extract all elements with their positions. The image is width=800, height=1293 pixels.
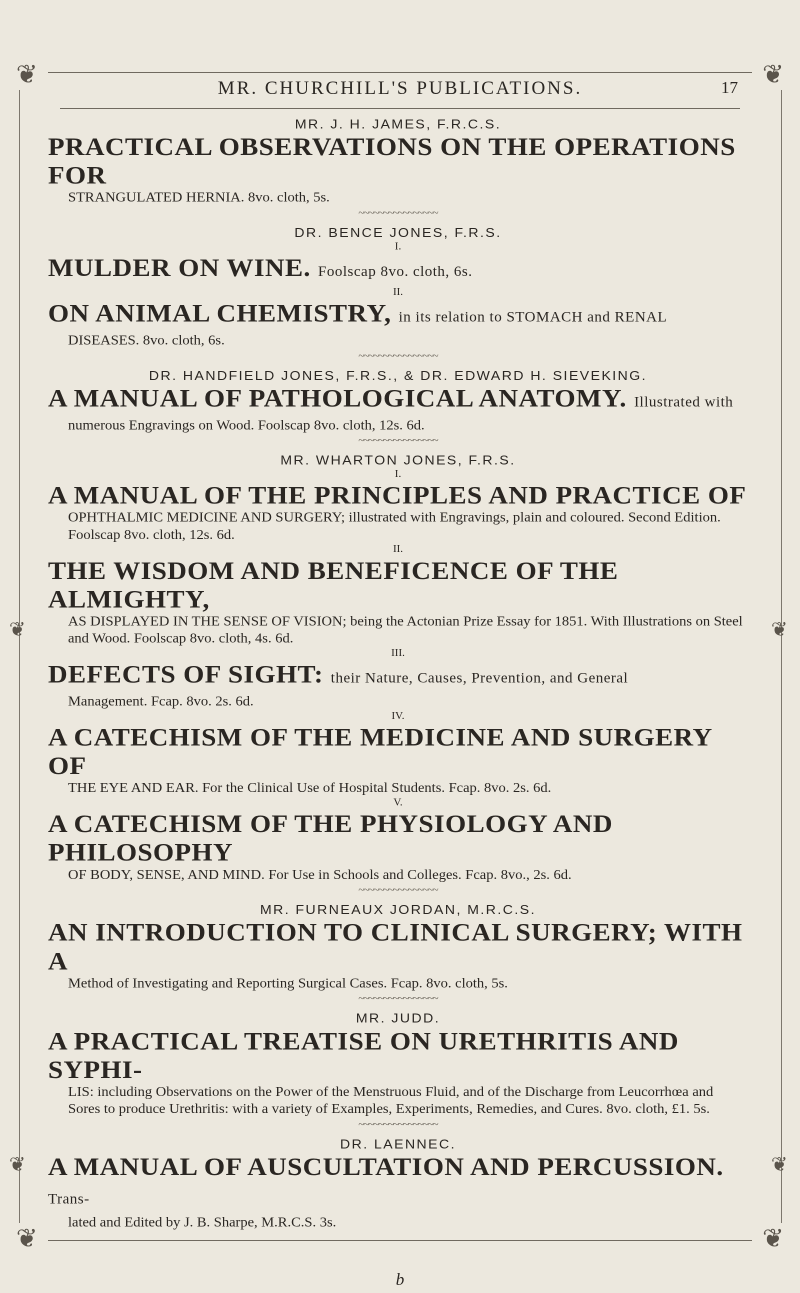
entry-title-continuation: Trans- <box>48 1192 90 1208</box>
entry-numeral: III. <box>391 647 405 659</box>
entry-title: A CATECHISM OF THE MEDICINE AND SURGERY OF <box>48 722 712 780</box>
floral-ornament-icon: ❦ <box>771 1154 788 1176</box>
entry-title: A PRACTICAL TREATISE ON URETHRITIS AND SYPHI- <box>48 1026 679 1084</box>
author-section <box>48 1009 748 1131</box>
publication-entry <box>48 544 748 648</box>
entry-description: OPHTHALMIC MEDICINE AND SURGERY; illustrated with Engravings, plain and coloured. Second Edition. Foolscap 8vo. cloth, 12s. 6d. <box>68 510 721 543</box>
entry-title-line <box>48 132 748 189</box>
corner-ornament-icon: ❦ <box>16 1224 38 1253</box>
author-name: MR. WHARTON JONES, F.R.S. <box>280 452 516 468</box>
author-name: MR. JUDD. <box>355 1010 441 1026</box>
section-separator: ~~~~~~~~~~~~~~~~ <box>358 884 438 896</box>
entry-title: PRACTICAL OBSERVATIONS ON THE OPERATIONS FOR <box>48 132 736 190</box>
entry-title-line <box>48 660 748 693</box>
section-separator: ~~~~~~~~~~~~~~~~ <box>358 1118 438 1131</box>
floral-ornament-icon: ❦ <box>771 619 788 641</box>
entry-numeral: I. <box>394 240 402 253</box>
entry-title-line <box>48 556 748 613</box>
entry-title-line <box>48 253 748 286</box>
entry-title-line <box>48 384 748 417</box>
entry-description: lated and Edited by J. B. Sharpe, M.R.C.S. 3s. <box>68 1215 337 1231</box>
right-border-ornament <box>770 90 792 1223</box>
publication-entry <box>48 1152 748 1231</box>
header-title: MR. CHURCHILL'S PUBLICATIONS. <box>217 78 583 99</box>
entry-numeral: I. <box>394 468 402 480</box>
corner-ornament-icon: ❦ <box>16 60 38 89</box>
author-section <box>48 115 748 220</box>
entry-title-line <box>48 809 748 866</box>
author-name: MR. J. H. JAMES, F.R.C.S. <box>294 115 502 132</box>
top-rule <box>48 72 752 73</box>
entry-title: A CATECHISM OF THE PHYSIOLOGY AND PHILOSOPHY <box>48 809 613 867</box>
entry-title-continuation: Illustrated with <box>634 395 734 411</box>
entry-title-line <box>48 1152 748 1214</box>
entry-title: A MANUAL OF AUSCULTATION AND PERCUSSION. <box>48 1152 724 1181</box>
publication-entry <box>48 286 748 349</box>
entry-description: STRANGULATED HERNIA. 8vo. cloth, 5s. <box>68 190 330 206</box>
entry-description: Method of Investigating and Reporting Surgical Cases. Fcap. 8vo. cloth, 5s. <box>68 975 508 992</box>
publication-entry <box>48 710 748 797</box>
author-section <box>48 366 748 447</box>
publication-entry <box>48 241 748 287</box>
publication-entry <box>48 797 748 884</box>
publication-entry <box>48 918 748 992</box>
bottom-rule <box>48 1240 752 1241</box>
entry-title-continuation: in its relation to STOMACH and RENAL <box>398 310 668 326</box>
signature-mark: b <box>395 1270 405 1289</box>
author-section <box>48 901 748 1006</box>
entry-title-line <box>48 299 748 332</box>
publication-list <box>48 115 748 1235</box>
entry-title: THE WISDOM AND BENEFICENCE OF THE ALMIGHTY, <box>48 555 619 614</box>
entry-description: LIS: including Observations on the Power of the Menstruous Fluid, and of the Discharge from Leucorrhœa and Sores to produce Urethritis: with a variety of Examples, Experiments, Remedies, and Cures. 8vo. cloth, £1. 5s. <box>68 1084 714 1117</box>
entry-description: DISEASES. 8vo. cloth, 6s. <box>68 333 225 349</box>
entry-description: numerous Engravings on Wood. Foolscap 8vo. cloth, 12s. 6d. <box>68 417 425 434</box>
publication-entry <box>48 647 748 710</box>
running-header <box>60 78 740 108</box>
entry-title-continuation: their Nature, Causes, Prevention, and General <box>330 671 629 687</box>
entry-title-line <box>48 481 748 510</box>
publication-entry <box>48 132 748 206</box>
entry-title: DEFECTS OF SIGHT: <box>48 659 324 689</box>
section-separator: ~~~~~~~~~~~~~~~~ <box>358 350 438 362</box>
header-rule <box>60 108 740 109</box>
left-border-ornament <box>8 90 30 1223</box>
author-section <box>48 224 748 363</box>
entry-title-line <box>48 918 748 975</box>
entry-description: OF BODY, SENSE, AND MIND. For Use in Schools and Colleges. Fcap. 8vo., 2s. 6d. <box>68 867 572 883</box>
entry-title-line <box>48 723 748 780</box>
author-name: DR. HANDFIELD JONES, F.R.S., & DR. EDWARD H. SIEVEKING. <box>148 367 648 383</box>
entry-title: MULDER ON WINE. <box>48 253 311 282</box>
entry-description: Management. Fcap. 8vo. 2s. 6d. <box>68 694 254 710</box>
section-separator: ~~~~~~~~~~~~~~~~ <box>358 993 438 1005</box>
entry-title-continuation: Foolscap 8vo. cloth, 6s. <box>318 264 473 280</box>
section-separator: ~~~~~~~~~~~~~~~~ <box>358 207 438 219</box>
entry-numeral: II. <box>392 286 404 298</box>
publication-entry <box>48 1026 748 1117</box>
entry-numeral: IV. <box>391 710 405 722</box>
entry-title: ON ANIMAL CHEMISTRY, <box>48 298 392 328</box>
entry-title: AN INTRODUCTION TO CLINICAL SURGERY; WITH A <box>48 917 743 975</box>
floral-ornament-icon: ❦ <box>9 619 26 641</box>
floral-ornament-icon: ❦ <box>9 1154 26 1176</box>
author-section <box>48 1135 748 1231</box>
author-name: DR. LAENNEC. <box>339 1135 457 1152</box>
publication-entry <box>48 468 748 543</box>
author-section <box>48 451 748 897</box>
entry-title: A MANUAL OF PATHOLOGICAL ANATOMY. <box>48 383 627 413</box>
entry-title: A MANUAL OF THE PRINCIPLES AND PRACTICE OF <box>48 480 747 510</box>
page-number: 17 <box>721 78 738 97</box>
corner-ornament-icon: ❦ <box>762 1224 784 1253</box>
publication-entry <box>48 384 748 434</box>
entry-numeral: V. <box>393 796 403 809</box>
section-separator: ~~~~~~~~~~~~~~~~ <box>358 435 438 447</box>
author-name: DR. BENCE JONES, F.R.S. <box>294 224 502 240</box>
corner-ornament-icon: ❦ <box>762 60 784 89</box>
entry-description: THE EYE AND EAR. For the Clinical Use of Hospital Students. Fcap. 8vo. 2s. 6d. <box>68 780 552 796</box>
entry-description: AS DISPLAYED IN THE SENSE OF VISION; being the Actonian Prize Essay for 1851. With Illustrations on Steel and Wood. Foolscap 8vo. cloth, 4s. 6d. <box>68 614 743 647</box>
entry-title-line <box>48 1026 748 1083</box>
author-name: MR. FURNEAUX JORDAN, M.R.C.S. <box>259 901 537 917</box>
entry-numeral: II. <box>392 543 404 555</box>
